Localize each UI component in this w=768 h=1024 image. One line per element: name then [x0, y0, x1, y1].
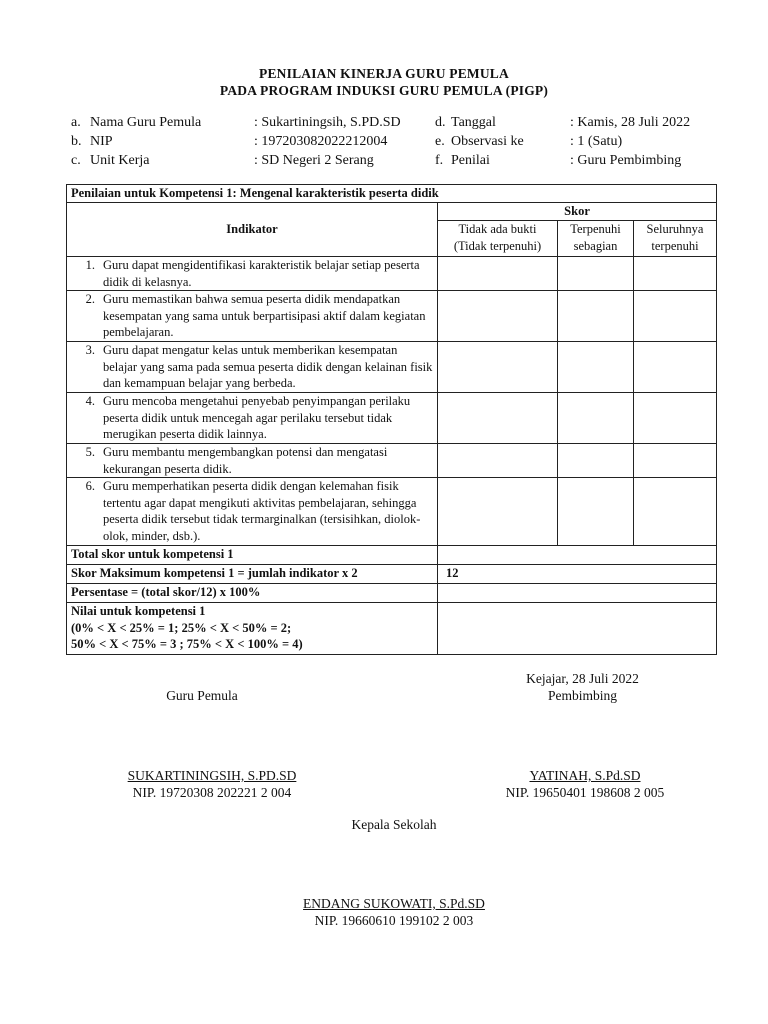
skor-col-sebagian: [558, 221, 634, 257]
score-cell[interactable]: [438, 393, 558, 444]
evaluation-table: [66, 184, 717, 655]
info-value-nip: : 197203082022212004: [254, 134, 388, 149]
document-title: PENILAIAN KINERJA GURU PEMULA: [259, 66, 509, 81]
table-heading: Penilaian untuk Kompetensi 1: Mengenal karakteristik peserta didik: [67, 185, 717, 203]
skor-header: Skor: [438, 203, 717, 221]
nilai-value[interactable]: [438, 603, 717, 655]
info-value-observasi: : 1 (Satu): [570, 134, 623, 149]
skor-col-tidak-line2: (Tidak terpenuhi): [453, 238, 542, 253]
skor-col-tidak-line1: Tidak ada bukti: [458, 222, 537, 236]
table-row: [67, 478, 717, 546]
pembimbing-role: Pembimbing: [547, 688, 617, 703]
info-value-tanggal: : Kamis, 28 Juli 2022: [570, 115, 691, 130]
score-cell[interactable]: [558, 444, 634, 478]
kepala-sekolah-name: ENDANG SUKOWATI, S.Pd.SD: [303, 896, 485, 911]
guru-pemula-nip: NIP. 19720308 202221 2 004: [132, 785, 292, 800]
total-skor-label: Total skor untuk kompetensi 1: [67, 546, 438, 565]
persentase-value[interactable]: [438, 584, 717, 603]
indikator-header: Indikator: [67, 203, 438, 257]
score-cell[interactable]: [558, 291, 634, 342]
info-label-nip: NIP: [90, 134, 113, 149]
info-value-penilai: : Guru Pembimbing: [570, 153, 682, 168]
info-label-tanggal: Tanggal: [451, 115, 496, 130]
score-cell[interactable]: [438, 257, 558, 291]
info-value-nama: : Sukartiningsih, S.PD.SD: [254, 115, 401, 130]
info-letter-b: b.: [71, 134, 82, 149]
nilai-line1: Nilai untuk kompetensi 1: [71, 604, 206, 618]
table-row: [67, 342, 717, 393]
guru-pemula-name: SUKARTININGSIH, S.PD.SD: [127, 768, 297, 783]
nilai-label: [67, 603, 438, 655]
score-cell[interactable]: [634, 478, 717, 546]
score-cell[interactable]: [634, 393, 717, 444]
info-letter-d: d.: [435, 115, 446, 130]
score-cell[interactable]: [558, 342, 634, 393]
nilai-line3: 50% < X < 75% = 3 ; 75% < X < 100% = 4): [71, 637, 303, 651]
skor-maksimum-value: 12: [438, 565, 717, 584]
total-skor-value[interactable]: [438, 546, 717, 565]
pembimbing-nip: NIP. 19650401 198608 2 005: [505, 785, 665, 800]
info-letter-e: e.: [435, 134, 445, 149]
skor-col-seluruhnya-line2: terpenuhi: [651, 238, 699, 253]
indicator-number: 1.: [85, 258, 95, 272]
indicator-text: Guru dapat mengatur kelas untuk memberikan kesempatan belajar yang sama pada semua peserta didik dengan kelainan fisik dan kemampuan belajar yang berbeda.: [103, 343, 433, 390]
info-label-penilai: Penilai: [451, 153, 490, 168]
info-letter-f: f.: [435, 153, 444, 168]
table-row: [67, 257, 717, 291]
info-letter-c: c.: [71, 153, 81, 168]
score-cell[interactable]: [558, 478, 634, 546]
score-cell[interactable]: [558, 393, 634, 444]
guru-pemula-role: Guru Pemula: [166, 688, 238, 703]
persentase-label: Persentase = (total skor/12) x 100%: [67, 584, 438, 603]
info-value-unit: : SD Negeri 2 Serang: [254, 153, 374, 168]
indicator-number: 4.: [85, 394, 95, 408]
indicator-text: Guru dapat mengidentifikasi karakteristik belajar setiap peserta didik di kelasnya.: [103, 258, 420, 289]
indicator-number: 6.: [85, 479, 95, 493]
score-cell[interactable]: [634, 342, 717, 393]
place-date: Kejajar, 28 Juli 2022: [526, 671, 639, 686]
score-cell[interactable]: [634, 257, 717, 291]
score-cell[interactable]: [438, 478, 558, 546]
score-cell[interactable]: [438, 342, 558, 393]
score-cell[interactable]: [438, 291, 558, 342]
kepala-sekolah-nip: NIP. 19660610 199102 2 003: [314, 913, 474, 928]
table-row: [67, 291, 717, 342]
skor-maksimum-label: Skor Maksimum kompetensi 1 = jumlah indikator x 2: [67, 565, 438, 584]
skor-col-seluruhnya-line1: Seluruhnya: [646, 222, 704, 236]
kepala-sekolah-role: Kepala Sekolah: [351, 817, 437, 832]
info-label-unit: Unit Kerja: [90, 153, 150, 168]
info-label-nama: Nama Guru Pemula: [90, 115, 202, 130]
nilai-line2: (0% < X < 25% = 1; 25% < X < 50% = 2;: [71, 620, 292, 635]
score-cell[interactable]: [634, 291, 717, 342]
table-row: [67, 444, 717, 478]
indicator-text: Guru memastikan bahwa semua peserta didik mendapatkan kesempatan yang sama untuk berpartisipasi aktif dalam kegiatan pembelajaran.: [103, 292, 426, 339]
indicator-text: Guru mencoba mengetahui penyebab penyimpangan perilaku peserta didik untuk mencegah agar perilaku tersebut tidak merugikan peserta didik lainnya.: [103, 394, 411, 441]
indicator-text: Guru memperhatikan peserta didik dengan kelemahan fisik tertentu agar dapat mengikuti aktivitas pembelajaran, sehingga peserta didik tersebut tidak termarginalkan (tersisihkan, diolok-olok, minder, dsb.).: [103, 479, 421, 543]
info-letter-a: a.: [71, 115, 81, 130]
score-cell[interactable]: [558, 257, 634, 291]
skor-col-tidak: [438, 221, 558, 257]
indicator-number: 2.: [85, 292, 95, 306]
indicator-number: 5.: [85, 445, 95, 459]
skor-col-sebagian-line2: sebagian: [573, 238, 618, 253]
document-subtitle: PADA PROGRAM INDUKSI GURU PEMULA (PIGP): [219, 83, 549, 98]
skor-col-seluruhnya: [634, 221, 717, 257]
table-row: [67, 393, 717, 444]
score-cell[interactable]: [634, 444, 717, 478]
indicator-number: 3.: [85, 343, 95, 357]
skor-col-sebagian-line1: Terpenuhi: [570, 222, 621, 236]
pembimbing-name: YATINAH, S.Pd.SD: [529, 768, 641, 783]
info-label-observasi: Observasi ke: [451, 134, 524, 149]
indicator-text: Guru membantu mengembangkan potensi dan mengatasi kekurangan peserta didik.: [103, 445, 388, 476]
score-cell[interactable]: [438, 444, 558, 478]
